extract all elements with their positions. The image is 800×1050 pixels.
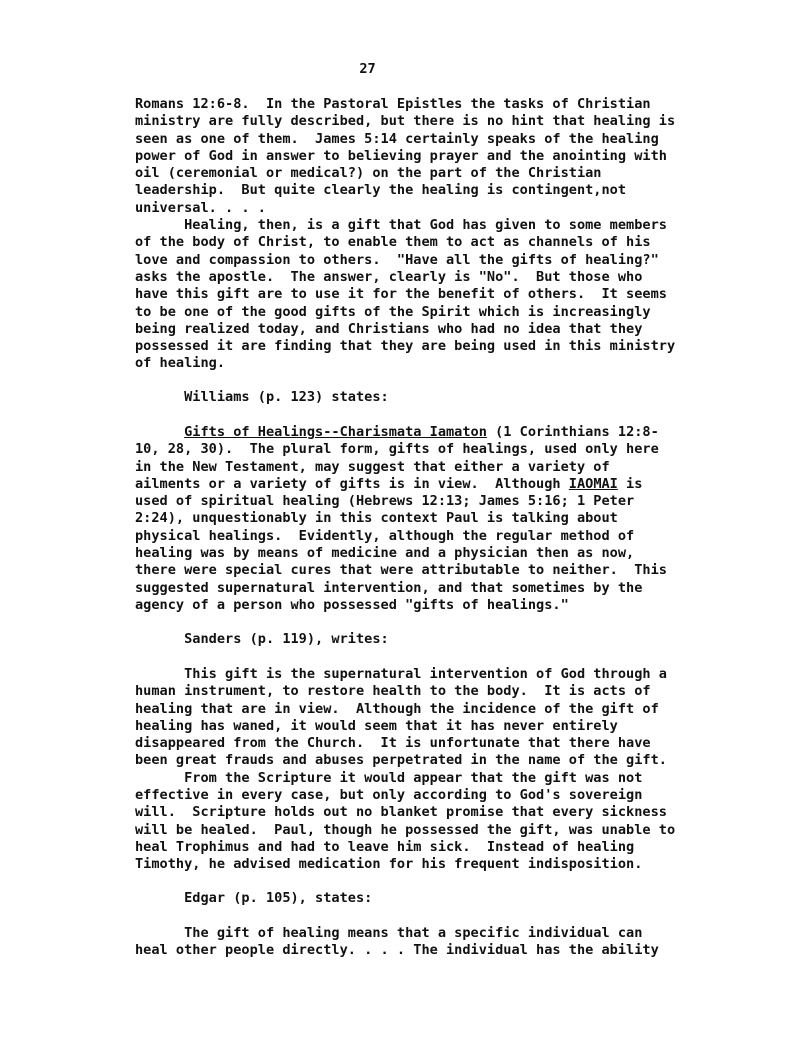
text-line [135, 424, 725, 441]
text-line: The gift of healing means that a specific individual can [135, 925, 643, 941]
text-line: will. Scripture holds out no blanket promise that every sickness [135, 804, 667, 821]
text-line: 10, 28, 30). The plural form, gifts of healings, used only here [135, 441, 659, 458]
text-line: seen as one of them. James 5:14 certainly speaks of the healing [135, 130, 659, 147]
text-line: healing that are in view. Although the incidence of the gift of [135, 700, 659, 717]
greek-term: IAOMAI [568, 475, 618, 492]
text-line: love and compassion to others. "Have all the gifts of healing?" [135, 251, 659, 268]
text-line: Timothy, he advised medication for his frequent indisposition. [135, 856, 643, 873]
text-line: agency of a person who possessed "gifts of healings." [135, 596, 569, 613]
text-line: asks the apostle. The answer, clearly is "No". But those who [135, 268, 643, 285]
williams-quote [135, 424, 725, 614]
text-line: of the body of Christ, to enable them to act as channels of his [135, 234, 651, 251]
text-line: suggested supernatural intervention, and that sometimes by the [135, 579, 643, 596]
text-line: of healing. [135, 355, 226, 372]
text-line: human instrument, to restore health to the body. It is acts of [135, 683, 651, 700]
text-line: been great frauds and abuses perpetrated in the name of the gift. [135, 752, 667, 769]
text-line: being realized today, and Christians who had no idea that they [135, 320, 643, 337]
text-line: leadership. But quite clearly the healing is contingent,not [135, 182, 627, 199]
indent [135, 424, 184, 440]
text-line: healing was by means of medicine and a physician then as now, [135, 545, 635, 562]
quote-heading: Gifts of Healings--Charismata Iamaton [184, 424, 487, 440]
text-line: possessed it are finding that they are being used in this ministry [135, 338, 676, 355]
text-line [135, 476, 725, 493]
text-line: power of God in answer to believing prayer and the anointing with [135, 147, 667, 164]
text-line: From the Scripture it would appear that the gift was not [135, 769, 643, 786]
text-fragment: (1 Corinthians 12:8- [486, 424, 659, 440]
sanders-intro: Sanders (p. 119), writes: [135, 631, 389, 647]
page-number: 27 [359, 61, 376, 77]
romans-quote [135, 96, 725, 373]
text-line: disappeared from the Church. It is unfortunate that there have [135, 735, 651, 752]
edgar-quote [135, 925, 725, 960]
sanders-quote [135, 666, 725, 874]
text-line: healing has waned, it would seem that it has never entirely [135, 717, 618, 734]
text-line: oil (ceremonial or medical?) on the part of the Christian [135, 165, 602, 182]
text-line: have this gift are to use it for the benefit of others. It seems [135, 286, 667, 303]
text-line: ministry are fully described, but there is no hint that healing is [135, 113, 676, 130]
text-fragment: ailments or a variety of gifts is in view. Although [135, 475, 569, 492]
williams-intro: Williams (p. 123) states: [135, 389, 389, 405]
text-line: heal Trophimus and had to leave him sick. Instead of healing [135, 838, 635, 855]
edgar-intro: Edgar (p. 105), states: [135, 890, 373, 906]
text-line: universal. . . . [135, 199, 266, 216]
text-fragment: is [617, 475, 643, 492]
text-line: 2:24), unquestionably in this context Paul is talking about [135, 510, 618, 527]
text-line: Healing, then, is a gift that God has given to some members [135, 217, 667, 234]
text-line: Romans 12:6-8. In the Pastoral Epistles the tasks of Christian [135, 96, 651, 112]
text-line: there were special cures that were attributable to neither. This [135, 562, 667, 579]
text-line: heal other people directly. . . . The individual has the ability [135, 942, 659, 959]
text-line: physical healings. Evidently, although the regular method of [135, 527, 635, 544]
text-line: to be one of the good gifts of the Spirit which is increasingly [135, 303, 651, 320]
text-line: will be healed. Paul, though he possessed the gift, was unable to [135, 821, 676, 838]
text-line: This gift is the supernatural intervention of God through a [135, 666, 667, 682]
text-line: used of spiritual healing (Hebrews 12:13; James 5:16; 1 Peter [135, 493, 635, 510]
text-line: effective in every case, but only according to God's sovereign [135, 787, 643, 804]
text-line: in the New Testament, may suggest that either a variety of [135, 458, 610, 475]
